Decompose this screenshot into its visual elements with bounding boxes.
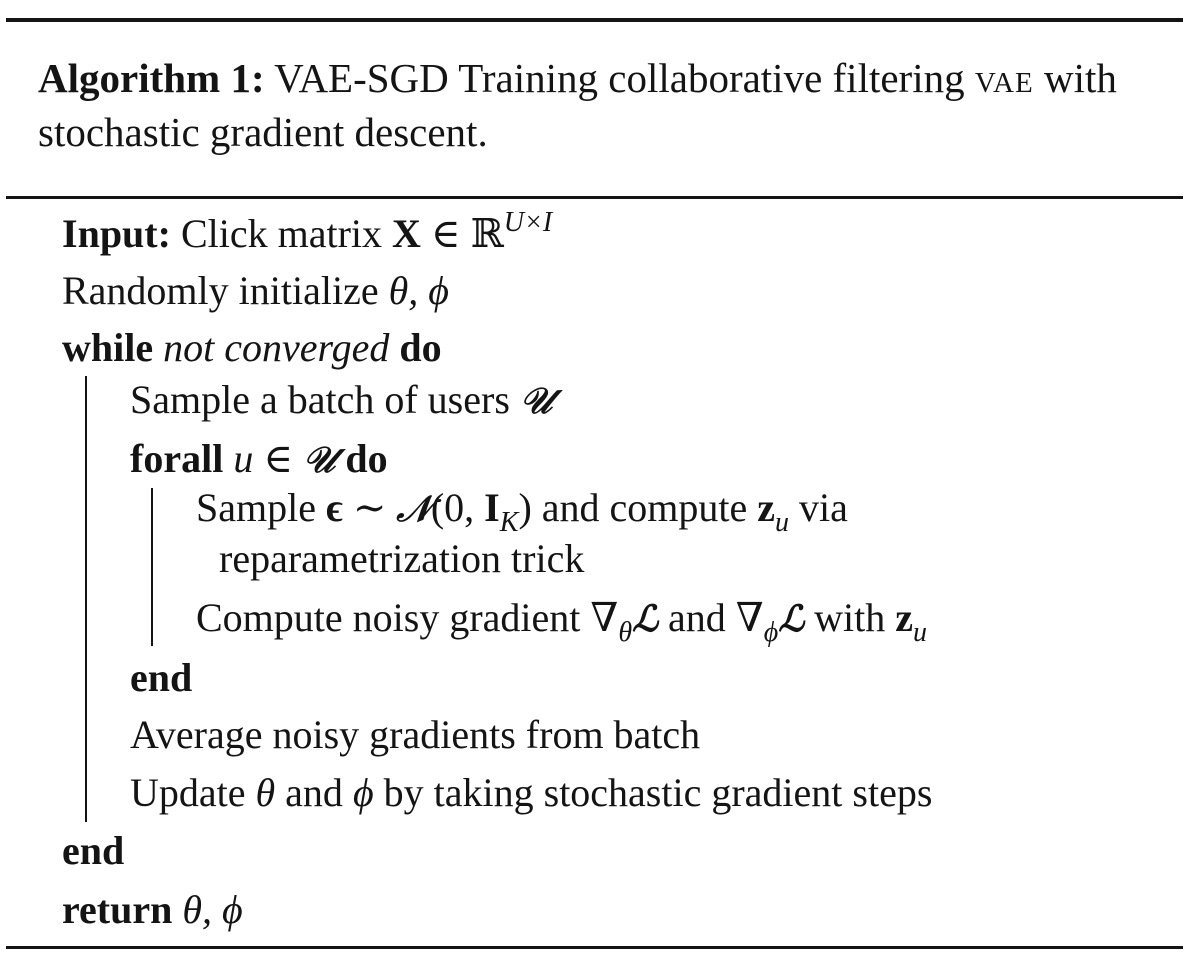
end-keyword-inner: end: [130, 655, 193, 700]
return-keyword: return: [62, 887, 173, 932]
eps-text-e: via: [789, 485, 848, 530]
update-text-c: by taking stochastic gradient steps: [373, 770, 933, 815]
while-keyword: while: [62, 325, 154, 370]
while-do-keyword: do: [399, 325, 442, 370]
epsilon-symbol: ϵ: [325, 485, 343, 530]
reparam-line: [219, 535, 584, 583]
eps-text-b: ∼: [342, 485, 397, 530]
forall-var: u: [223, 436, 254, 481]
top-rule: [6, 18, 1183, 22]
caption-smallcaps: vae: [974, 55, 1034, 101]
update-phi: ϕ: [352, 770, 374, 815]
reparam-text: reparametrization trick: [219, 536, 585, 581]
forall-line: [130, 435, 388, 484]
matrix-symbol: X: [392, 211, 421, 256]
input-superscript: U×I: [503, 207, 553, 238]
eps-text-c: (0,: [430, 485, 485, 530]
while-condition: not converged: [153, 325, 400, 370]
init-vars: θ, ϕ: [388, 268, 449, 313]
z-symbol: z: [757, 485, 776, 530]
grad-z-symbol: z: [895, 595, 914, 640]
while-line: [62, 324, 442, 372]
update-text-a: Update: [130, 770, 256, 815]
return-vars: θ, ϕ: [172, 887, 243, 932]
grad-theta-subscript: θ: [618, 617, 633, 648]
grad-phi-subscript: ϕ: [763, 617, 779, 648]
forall-set: 𝒰: [302, 439, 336, 481]
input-text: Click matrix: [170, 211, 393, 256]
grad-z-subscript: u: [913, 617, 928, 648]
input-keyword: Input:: [62, 211, 171, 256]
average-line: [130, 711, 700, 759]
forall-in: ∈: [253, 436, 303, 481]
caption-text-end: with stochastic gradient descent.: [38, 55, 1117, 155]
user-set-symbol: 𝒰: [519, 380, 553, 422]
end-forall-line: [130, 654, 192, 702]
forall-do-keyword: do: [335, 436, 388, 481]
sample-text: Sample a batch of users: [130, 377, 520, 422]
algorithm-caption: [38, 51, 1168, 159]
forall-keyword: forall: [130, 436, 224, 481]
init-text: Randomly initialize: [62, 268, 389, 313]
while-block-bar: [85, 376, 87, 822]
forall-block-bar: [151, 488, 153, 646]
end-while-line: [62, 827, 124, 875]
end-keyword-outer: end: [62, 828, 125, 873]
z-subscript: u: [775, 507, 790, 538]
normal-symbol: 𝒩: [396, 488, 431, 530]
grad-text-c: with: [804, 595, 896, 640]
bottom-rule: [6, 946, 1183, 949]
eps-text-a: Sample: [196, 485, 326, 530]
gradient-line: [196, 594, 927, 647]
grad-text-b: and ∇: [658, 595, 764, 640]
return-line: [62, 886, 243, 934]
grad-text-a: Compute noisy gradient ∇: [196, 595, 619, 640]
loss-symbol: ℒ: [632, 598, 659, 640]
input-set: ∈ ℝ: [420, 211, 504, 256]
sample-batch-line: [130, 376, 552, 425]
update-line: [130, 769, 932, 817]
eps-text-d: ) and compute: [518, 485, 758, 530]
sample-eps-line: [196, 484, 848, 537]
update-theta: θ: [255, 770, 276, 815]
caption-rule: [6, 196, 1183, 199]
loss-symbol-2: ℒ: [778, 598, 805, 640]
identity-subscript: K: [499, 507, 519, 538]
update-text-b: and: [275, 770, 353, 815]
identity-symbol: I: [484, 485, 500, 530]
average-text: Average noisy gradients from batch: [130, 712, 701, 757]
init-line: [62, 267, 449, 315]
algorithm-label: Algorithm 1:: [38, 55, 265, 101]
input-line: [62, 207, 553, 263]
caption-text: VAE-SGD Training collaborative filtering: [264, 55, 975, 101]
